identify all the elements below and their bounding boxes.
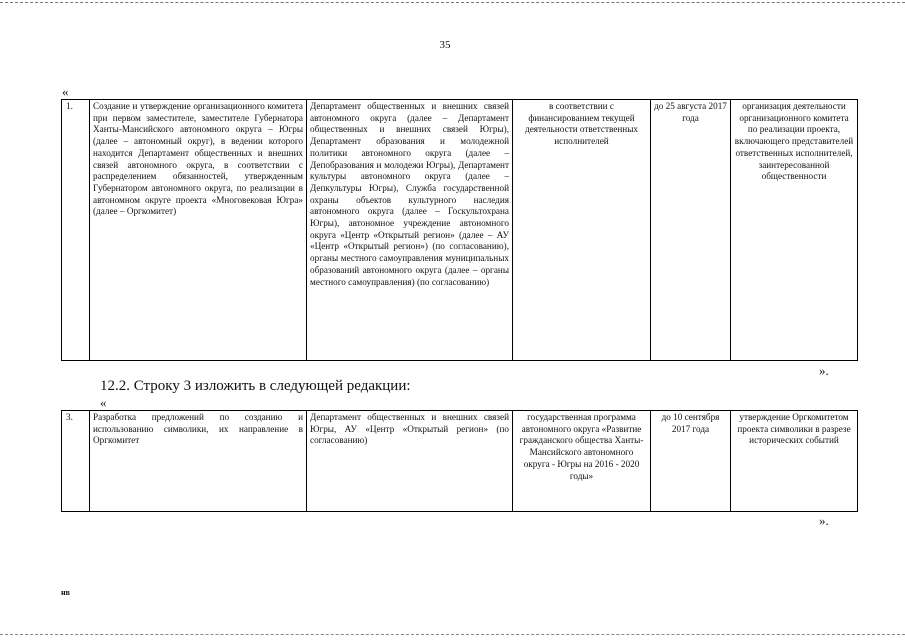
open-quote-2: « bbox=[100, 395, 107, 410]
scan-top-edge bbox=[0, 2, 905, 3]
open-quote-1: « bbox=[62, 84, 69, 99]
row-number: 1. bbox=[62, 100, 90, 361]
plan-table-row-3 bbox=[61, 410, 858, 512]
close-quote-1: ». bbox=[819, 363, 829, 378]
deadline-cell: до 10 сентября 2017 года bbox=[651, 411, 731, 512]
deadline-cell: до 25 августа 2017 года bbox=[651, 100, 731, 361]
executors-cell: Департамент общественных и внешних связей Югры, АУ «Центр «Открытый регион» (по согласованию) bbox=[307, 411, 513, 512]
result-cell: утверждение Оргкомитетом проекта символики в разрезе исторических событий bbox=[731, 411, 858, 512]
footer-mark: нв bbox=[61, 588, 70, 597]
result-cell: организация деятельности организационного комитета по реализации проекта, включающего представителей ответственных исполнителей, заинтересованной общественности bbox=[731, 100, 858, 361]
plan-table-row-1 bbox=[61, 99, 858, 361]
executors-cell: Департамент общественных и внешних связей автономного округа (далее – Департамент общественных и внешних связей Югры), Департамент образования и молодежной политики автономного округа (далее – Депобразования и молодежи Югры), Департамент культуры автономного округа (далее – Депкультуры Югры), Служба государственной охраны объектов культурного наследия автономного округа (далее – Госкультохрана Югры), автономное учреждение автономного округа «Центр «Открытый регион» (далее – АУ «Центр «Открытый регион») (по согласованию), органы местного самоуправления муниципальных образований автономного округа (далее – органы местного самоуправления) (по согласованию) bbox=[307, 100, 513, 361]
close-quote-2: ». bbox=[819, 513, 829, 528]
activity-cell: Разработка предложений по созданию и использованию символики, их направление в Оргкомитет bbox=[90, 411, 307, 512]
activity-cell: Создание и утверждение организационного комитета при первом заместителе, заместителе Губернатора Ханты-Мансийского автономного округа – Югры (далее – автономный округ), в ведении которого находится Департамент общественных и внешних связей автономного округа, в соответствии с распределением обязанностей, утвержденным Губернатором автономного округа, по реализации в автономном округе проекта «Многовековая Югра» (далее – Оргкомитет) bbox=[90, 100, 307, 361]
row-number: 3. bbox=[62, 411, 90, 512]
scan-bottom-edge bbox=[0, 634, 905, 635]
table-row bbox=[62, 100, 858, 361]
page-number: 35 bbox=[439, 39, 451, 51]
section-heading: 12.2. Строку 3 изложить в следующей редакции: bbox=[100, 378, 411, 394]
table-row bbox=[62, 411, 858, 512]
funding-cell: в соответствии с финансированием текущей деятельности ответственных исполнителей bbox=[513, 100, 651, 361]
funding-cell: государственная программа автономного округа «Развитие гражданского общества Ханты-Мансийского автономного округа - Югры на 2016 - 2020 годы» bbox=[513, 411, 651, 512]
